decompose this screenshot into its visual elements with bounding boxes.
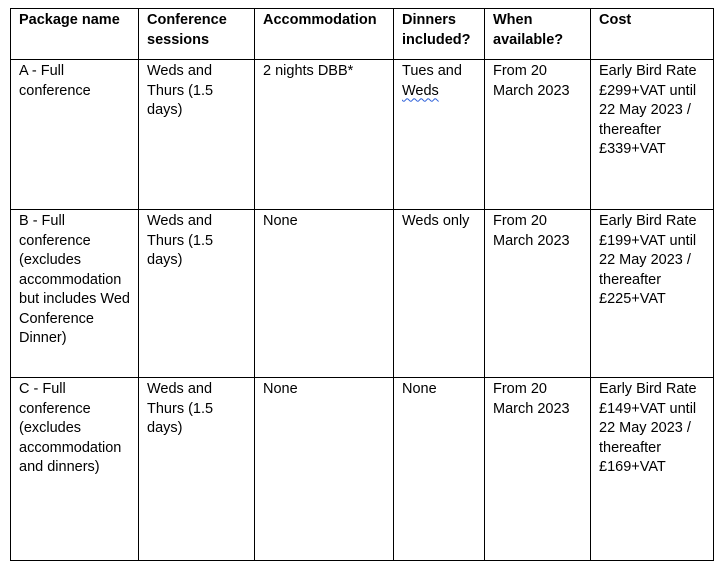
header-when-available: When available? [485,9,591,60]
cell-package: B - Full conference (excludes accommodation but includes Wed Conference Dinner) [11,210,139,378]
header-cost: Cost [591,9,714,60]
cell-dinners: None [394,378,485,561]
cell-dinners-text: Tues and [402,63,462,79]
cell-accommodation: None [255,378,394,561]
cell-package: C - Full conference (excludes accommodation and dinners) [11,378,139,561]
cell-sessions: Weds and Thurs (1.5 days) [139,378,255,561]
cell-available: From 20 March 2023 [485,378,591,561]
package-table [10,8,714,561]
table-row [11,210,714,378]
cell-dinners [394,60,485,210]
spellcheck-underlined-word: Weds [402,82,439,99]
cell-accommodation: None [255,210,394,378]
table-row [11,378,714,561]
header-accommodation: Accommodation [255,9,394,60]
table-header-row [11,9,714,60]
cell-available: From 20 March 2023 [485,60,591,210]
cell-cost: Early Bird Rate £149+VAT until 22 May 2023 / thereafter £169+VAT [591,378,714,561]
cell-sessions: Weds and Thurs (1.5 days) [139,210,255,378]
cell-cost: Early Bird Rate £299+VAT until 22 May 2023 / thereafter £339+VAT [591,60,714,210]
cell-cost: Early Bird Rate £199+VAT until 22 May 2023 / thereafter £225+VAT [591,210,714,378]
header-conference-sessions: Conference sessions [139,9,255,60]
table-row [11,60,714,210]
cell-sessions: Weds and Thurs (1.5 days) [139,60,255,210]
cell-available: From 20 March 2023 [485,210,591,378]
header-dinners-included: Dinners included? [394,9,485,60]
cell-accommodation: 2 nights DBB* [255,60,394,210]
header-package-name: Package name [11,9,139,60]
cell-package: A - Full conference [11,60,139,210]
cell-dinners: Weds only [394,210,485,378]
